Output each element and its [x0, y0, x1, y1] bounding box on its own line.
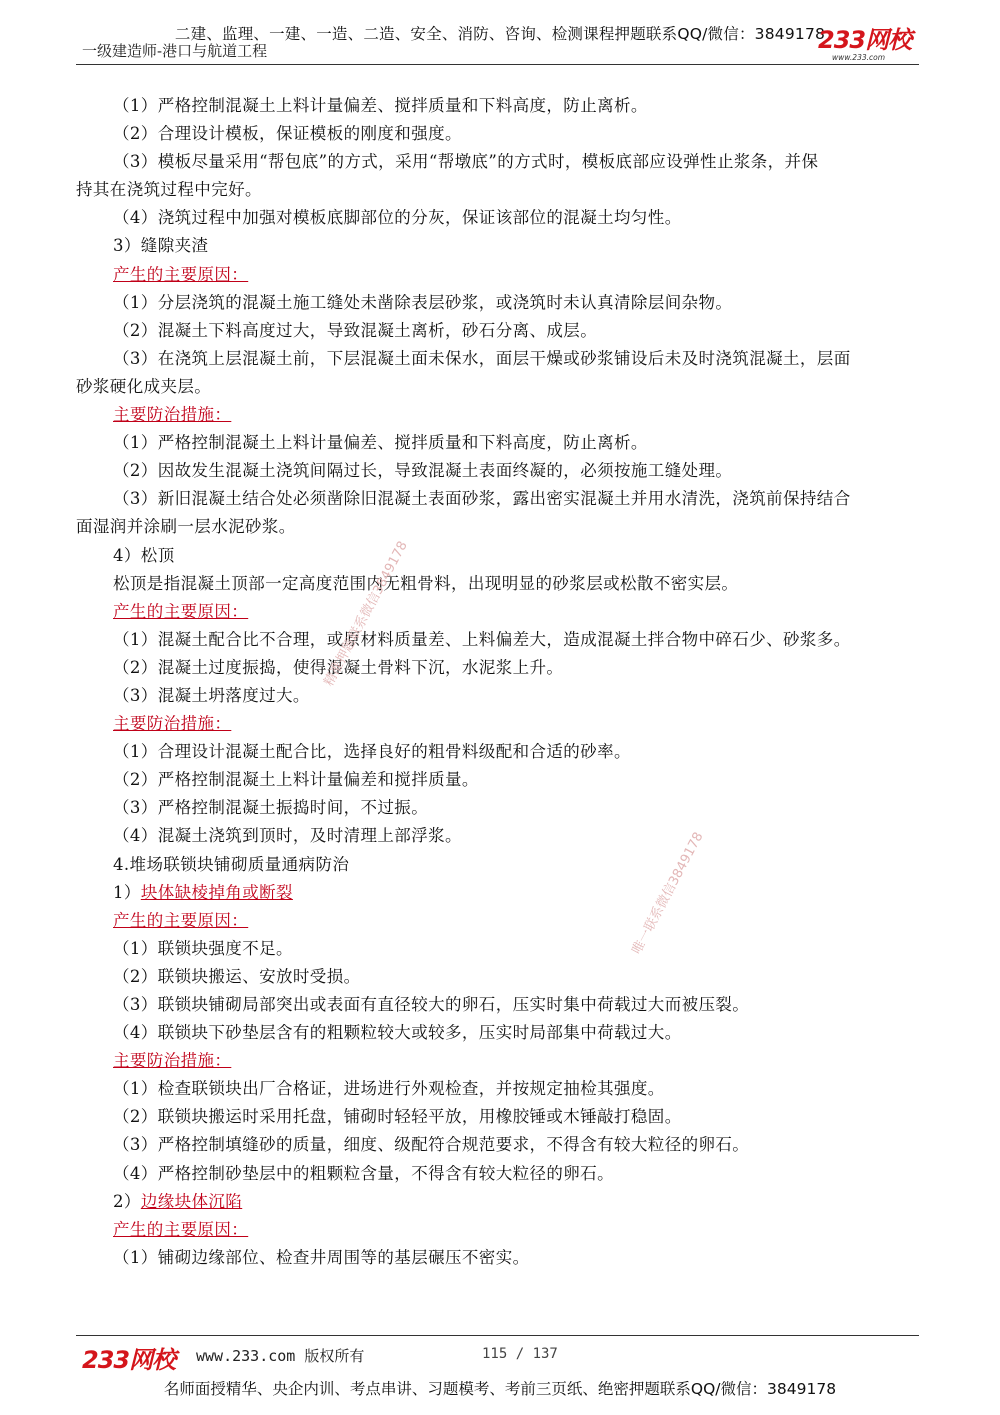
measure-heading: 主要防治措施：: [113, 714, 232, 734]
footer-divider: [76, 1335, 919, 1336]
list-item-continuation: 砂浆硬化成夹层。: [76, 376, 212, 396]
cause-heading: 产生的主要原因：: [113, 601, 249, 621]
list-item: （3）在浇筑上层混凝土前，下层混凝土面未保水，面层干燥或砂浆铺设后未及时浇筑混凝土，层面: [113, 348, 851, 368]
list-item-continuation: 面湿润并涂刷一层水泥砂浆。: [76, 517, 296, 537]
section-heading: 4）松顶: [113, 545, 175, 565]
top-banner: 二建、监理、一建、一造、二造、安全、消防、咨询、检测课程押题联系QQ/微信：3849178: [174, 25, 826, 43]
list-item: （1）分层浇筑的混凝土施工缝处未凿除表层砂浆，或浇筑时未认真清除层间杂物。: [113, 292, 733, 312]
section-heading: 4.堆场联锁块铺砌质量通病防治: [113, 854, 350, 874]
section-heading: 3）缝隙夹渣: [113, 236, 209, 256]
watermark: 唯一联系微信3849178: [629, 829, 707, 957]
logo-text: 233网校: [818, 26, 912, 54]
cause-heading: 产生的主要原因：: [113, 1219, 249, 1239]
list-item: （4）严格控制砂垫层中的粗颗粒含量，不得含有较大粒径的卵石。: [113, 1163, 614, 1183]
page-number: 115 / 137: [482, 1346, 558, 1362]
list-item: （2）合理设计模板，保证模板的刚度和强度。: [113, 124, 462, 144]
subsection-title: 块体缺棱掉角或断裂: [140, 882, 293, 902]
subsection-number: 2）: [113, 1191, 141, 1211]
logo-url: www.233.com: [832, 53, 886, 62]
footer-logo: 233网校: [82, 1346, 176, 1374]
list-item-continuation: 持其在浇筑过程中完好。: [76, 180, 262, 200]
list-item: （3）严格控制混凝土振捣时间，不过振。: [113, 798, 429, 818]
list-item: （3）严格控制填缝砂的质量，细度、级配符合规范要求，不得含有较大粒径的卵石。: [113, 1135, 750, 1155]
footer-copyright: www.233.com 版权所有: [196, 1347, 365, 1365]
measure-heading: 主要防治措施：: [113, 1051, 232, 1071]
list-item: （2）因故发生混凝土浇筑间隔过长，导致混凝土表面终凝的，必须按施工缝处理。: [113, 461, 733, 481]
list-item: （1）严格控制混凝土上料计量偏差、搅拌质量和下料高度，防止离析。: [113, 433, 648, 453]
list-item: （4）浇筑过程中加强对模板底脚部位的分灰，保证该部位的混凝土均匀性。: [113, 208, 682, 228]
list-item: （2）混凝土下料高度过大，导致混凝土离析，砂石分离、成层。: [113, 320, 598, 340]
list-item: （1）联锁块强度不足。: [113, 938, 293, 958]
list-item: （3）混凝土坍落度过大。: [113, 685, 310, 705]
brand-logo: [818, 28, 918, 64]
page-content: [76, 92, 926, 1272]
cause-heading: 产生的主要原因：: [113, 910, 249, 930]
list-item: （1）混凝土配合比不合理，或原材料质量差、上料偏差大，造成混凝土拌合物中碎石少、砂浆多。: [113, 629, 851, 649]
list-item: （2）联锁块搬运、安放时受损。: [113, 966, 361, 986]
definition-text: 松顶是指混凝土顶部一定高度范围内无粗骨料，出现明显的砂浆层或松散不密实层。: [113, 573, 739, 593]
list-item: （4）混凝土浇筑到顶时，及时清理上部浮浆。: [113, 826, 462, 846]
list-item: （3）联锁块铺砌局部突出或表面有直径较大的卵石，压实时集中荷载过大而被压裂。: [113, 995, 750, 1014]
list-item: （1）严格控制混凝土上料计量偏差、搅拌质量和下料高度，防止离析。: [113, 96, 648, 115]
list-item: （4）联锁块下砂垫层含有的粗颗粒较大或较多，压实时局部集中荷载过大。: [113, 1023, 682, 1043]
subsection-number: 1）: [113, 882, 141, 902]
subsection-heading: [76, 1188, 926, 1216]
measure-heading: 主要防治措施：: [113, 405, 232, 425]
header-divider: [76, 64, 919, 65]
list-item: （1）检查联锁块出厂合格证，进场进行外观检查，并按规定抽检其强度。: [113, 1079, 665, 1099]
subsection-heading: [76, 879, 926, 907]
list-item: （2）联锁块搬运时采用托盘，铺砌时轻轻平放，用橡胶锤或木锤敲打稳固。: [113, 1107, 682, 1127]
list-item: （2）严格控制混凝土上料计量偏差和搅拌质量。: [113, 770, 479, 790]
cause-heading: 产生的主要原因：: [113, 264, 249, 284]
list-item: （3）新旧混凝土结合处必须凿除旧混凝土表面砂浆，露出密实混凝土并用水清洗，浇筑前保持结合: [113, 489, 851, 509]
watermark: 精准押题联系微信3849178: [321, 538, 411, 689]
list-item: （1）合理设计混凝土配合比，选择良好的粗骨料级配和合适的砂率。: [113, 742, 631, 762]
bottom-banner: 名师面授精华、央企内训、考点串讲、习题模考、考前三页纸、绝密押题联系QQ/微信：3849178: [163, 1380, 837, 1398]
list-item: （2）混凝土过度振捣，使得混凝土骨料下沉，水泥浆上升。: [113, 657, 564, 677]
document-subtitle: 一级建造师-港口与航道工程: [82, 42, 268, 60]
list-item: （3）模板尽量采用“帮包底”的方式，采用“帮墩底”的方式时，模板底部应设弹性止浆条，并保: [113, 152, 819, 172]
list-item: （1）铺砌边缘部位、检查井周围等的基层碾压不密实。: [113, 1247, 530, 1267]
subsection-title: 边缘块体沉陷: [140, 1191, 243, 1211]
